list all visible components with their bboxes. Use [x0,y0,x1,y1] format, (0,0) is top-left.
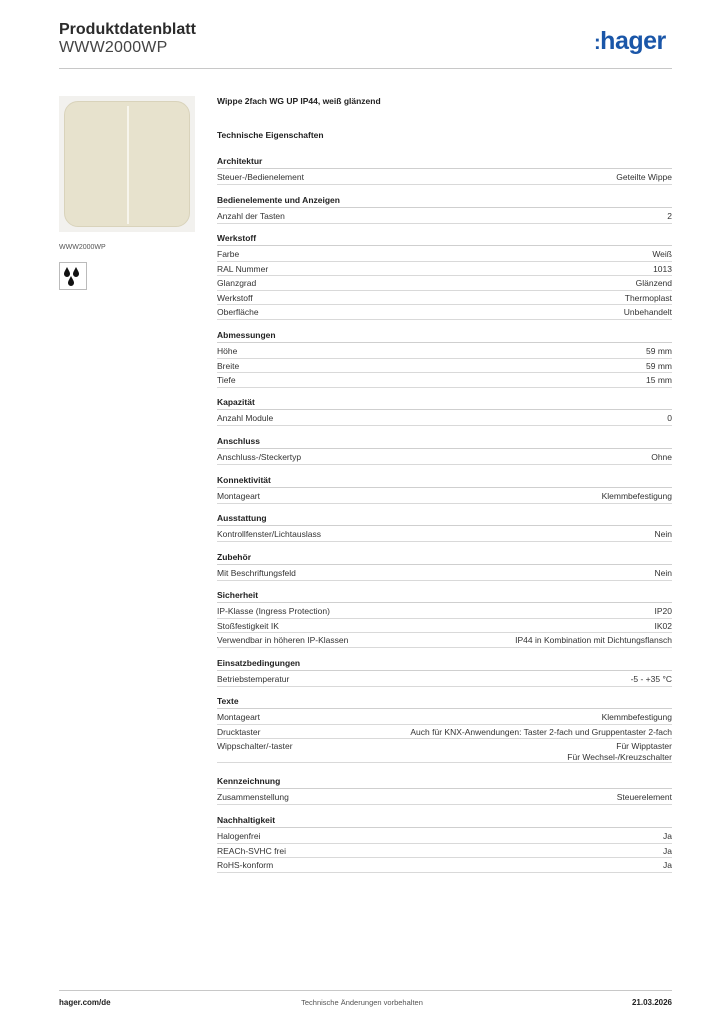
rocker-plate [64,101,190,227]
section-title: Architektur [217,156,672,169]
spec-value-line: Unbehandelt [623,307,672,317]
spec-value [617,792,672,802]
section-title: Sicherheit [217,590,672,603]
spec-value [602,712,672,722]
spec-row [217,604,672,619]
spec-label: Montageart [217,712,260,722]
spec-value [631,674,672,684]
spec-label: REACh-SVHC frei [217,845,286,856]
spec-value-line: Für Wipptaster [616,741,672,751]
spec-value-line: Klemmbefestigung [601,712,672,722]
spec-row [217,209,672,224]
hager-logo: :hager [594,27,666,55]
spec-row [217,725,672,740]
section-title: Anschluss [217,436,672,449]
footer-website: hager.com/de [59,998,111,1007]
water-drops-icon [59,262,87,290]
spec-value [616,172,672,182]
spec-row [217,672,672,687]
footer-divider [59,990,672,991]
spec-label: RoHS-konform [217,860,274,870]
spec-value-line: Klemmbefestigung [601,491,672,501]
spec-value-line: Steuerelement [616,792,672,802]
section-title: Bedienelemente und Anzeigen [217,195,672,208]
section-title: Kennzeichnung [217,776,672,789]
spec-row [217,619,672,634]
spec-value [646,361,672,371]
spec-row [217,633,672,648]
spec-row [217,170,672,185]
product-image [59,96,195,232]
spec-value [602,491,672,501]
section-title: Abmessungen [217,330,672,343]
spec-value-line: Ja [663,831,672,841]
section-title: Ausstattung [217,513,672,526]
spec-row [217,829,672,844]
spec-label: Anzahl der Tasten [217,211,285,221]
spec-value-line: Ja [663,845,672,856]
section-title: Werkstoff [217,233,672,246]
spec-value-line: 1013 [653,263,672,274]
spec-label: Oberfläche [217,307,259,317]
spec-value [667,211,672,221]
spec-value-line: Ja [663,860,672,870]
spec-row [217,291,672,306]
spec-value [655,568,672,578]
spec-label: Stoßfestigkeit IK [217,620,279,631]
spec-value-line: IK02 [654,620,672,631]
spec-value-line: 15 mm [646,375,672,385]
spec-label: Mit Beschriftungsfeld [217,568,296,578]
spec-value-line: 59 mm [646,360,672,371]
spec-value [655,621,673,631]
spec-row [217,359,672,374]
spec-value [651,452,672,462]
spec-value [663,846,672,856]
spec-value-line: Weiß [652,249,672,259]
spec-value [636,278,672,288]
spec-row [217,858,672,873]
spec-value [663,831,672,841]
spec-value [567,741,672,763]
section-title: Zubehör [217,552,672,565]
spec-label: Wippschalter/-taster [217,741,293,751]
spec-value [652,249,672,259]
spec-label: Zusammenstellung [217,792,289,802]
spec-row [217,344,672,359]
spec-row [217,790,672,805]
spec-label: Anschluss-/Steckertyp [217,452,302,462]
spec-row [217,276,672,291]
spec-label: Halogenfrei [217,831,261,841]
spec-value-line: Nein [654,529,672,539]
spec-value-line: Auch für KNX-Anwendungen: Taster 2-fach und Gruppentaster 2-fach [410,726,672,737]
spec-row [217,450,672,465]
spec-row [217,527,672,542]
spec-value-line: -5 - +35 °C [630,674,672,684]
spec-label: Tiefe [217,375,236,385]
spec-value-line: Für Wechsel-/Kreuzschalter [567,752,672,762]
spec-value [624,307,672,317]
spec-label: Anzahl Module [217,413,274,423]
spec-value-line: IP44 in Kombination mit Dichtungsflansch [515,635,672,645]
spec-value [625,293,672,303]
spec-value-line: Glänzend [635,278,672,288]
spec-label: Montageart [217,491,260,501]
spec-label: Werkstoff [217,292,253,303]
spec-value [667,413,672,423]
spec-label: Höhe [217,346,238,356]
footer-notice: Technische Änderungen vorbehalten [301,998,423,1007]
technical-properties-heading: Technische Eigenschaften [217,130,324,140]
product-name: Wippe 2fach WG UP IP44, weiß glänzend [217,96,381,106]
spec-value [410,727,672,737]
spec-row [217,411,672,426]
spec-value-line: Thermoplast [624,292,672,303]
spec-row [217,262,672,277]
spec-label: IP-Klasse (Ingress Protection) [217,606,330,616]
spec-value-line: 59 mm [646,346,672,356]
spec-row [217,710,672,725]
spec-row [217,305,672,320]
spec-label: Verwendbar in höheren IP-Klassen [217,635,349,645]
section-title: Nachhaltigkeit [217,815,672,828]
section-title: Kapazität [217,397,672,410]
spec-value [646,375,672,385]
spec-label: Farbe [217,249,240,259]
spec-label: Drucktaster [217,726,261,737]
spec-label: Breite [217,360,240,371]
spec-row [217,566,672,581]
section-title: Texte [217,696,672,709]
spec-value [663,860,672,870]
spec-value [653,264,672,274]
spec-label: RAL Nummer [217,263,269,274]
logo-text: hager [600,27,666,55]
spec-label: Glanzgrad [217,278,257,288]
spec-row [217,489,672,504]
spec-label: Kontrollfenster/Lichtauslass [217,529,321,539]
spec-value [646,346,672,356]
spec-value-line: 0 [667,413,672,423]
spec-value-line: Geteilte Wippe [616,172,672,182]
spec-label: Steuer-/Bedienelement [217,172,304,182]
spec-row [217,844,672,859]
footer-date: 21.03.2026 [631,998,672,1007]
spec-value [515,635,672,645]
product-image-caption: WWW2000WP [59,244,106,251]
spec-value [655,606,673,616]
page-header-title: Produktdatenblatt [59,21,196,38]
rocker-split-line [127,106,129,224]
spec-row [217,247,672,262]
spec-row [217,739,672,763]
spec-value [655,529,672,539]
section-title: Konnektivität [217,475,672,488]
section-title: Einsatzbedingungen [217,658,672,671]
spec-label: Betriebstemperatur [217,674,290,684]
spec-value-line: Ohne [651,452,672,462]
spec-row [217,373,672,388]
spec-value-line: Nein [654,568,672,578]
spec-value-line: 2 [667,211,672,221]
article-number: WWW2000WP [59,39,168,56]
header-divider [59,68,672,69]
spec-value-line: IP20 [654,606,672,616]
